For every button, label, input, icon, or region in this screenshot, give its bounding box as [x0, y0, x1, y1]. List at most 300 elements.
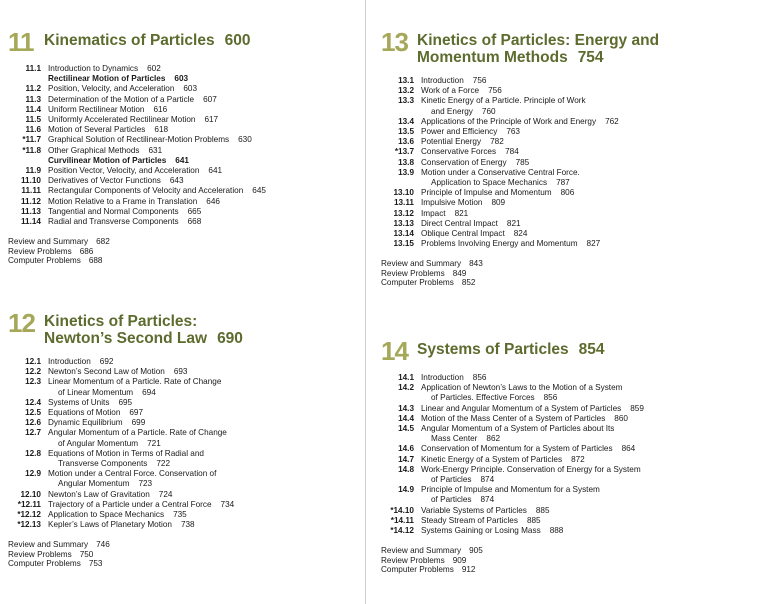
- section-title-line: [421, 178, 761, 188]
- end-matter-title: Computer Problems: [8, 559, 81, 569]
- section-title: [421, 404, 761, 414]
- section-number: 11.13: [20, 206, 41, 216]
- section-number: 11.12: [20, 196, 41, 206]
- section-title-text: Motion under a Conservative Central Force.: [421, 167, 580, 177]
- toc-entry[interactable]: [381, 127, 761, 137]
- section-title: [421, 96, 761, 116]
- section-number: 12.4: [25, 397, 41, 407]
- end-matter-page: 912: [461, 565, 476, 575]
- section-page: 821: [454, 208, 469, 218]
- toc-entry[interactable]: [381, 485, 761, 505]
- section-number: 11.10: [20, 176, 41, 186]
- section-page: 734: [220, 499, 235, 509]
- section-title-line: [48, 439, 360, 449]
- section-title-text: Mass Center: [431, 434, 478, 444]
- end-matter-item[interactable]: [381, 269, 761, 279]
- section-number: 13.3: [398, 96, 414, 106]
- subheading-title: Curvilinear Motion of Particles: [48, 155, 167, 165]
- toc-entry[interactable]: [381, 117, 761, 127]
- toc-entry[interactable]: [8, 105, 360, 115]
- section-title: [48, 398, 360, 408]
- section-page: 721: [147, 438, 161, 448]
- section-title: [48, 146, 360, 156]
- section-number: 11.14: [20, 217, 41, 227]
- section-title-text: Trajectory of a Particle under a Central Force: [48, 499, 212, 509]
- end-matter-page: 750: [79, 549, 94, 559]
- subheading-page: 641: [175, 155, 189, 165]
- section-number: 13.5: [398, 127, 414, 137]
- section-page: 856: [543, 393, 558, 403]
- toc-entry[interactable]: [381, 526, 761, 536]
- section-number: 11.2: [25, 84, 41, 94]
- chapter-title: [417, 339, 605, 358]
- section-title: [421, 424, 761, 444]
- end-matter-page: 905: [469, 546, 483, 556]
- section-title-line: [421, 239, 761, 249]
- toc-entry[interactable]: [381, 239, 761, 249]
- section-page: 618: [154, 125, 169, 135]
- subheading-title: Rectilinear Motion of Particles: [48, 74, 166, 84]
- end-matter-item[interactable]: [381, 278, 761, 288]
- section-title-text: Linear and Angular Momentum of a System of Particles: [421, 403, 622, 413]
- section-number: 14.6: [398, 444, 414, 454]
- section-title: [421, 229, 761, 239]
- toc-entry[interactable]: [381, 219, 761, 229]
- toc-entry[interactable]: [8, 176, 360, 186]
- section-title-line: [48, 500, 360, 510]
- section-title-line: [48, 398, 360, 408]
- end-matter-title: Review and Summary: [381, 259, 462, 269]
- section-title-line: [48, 449, 360, 459]
- chapter-title-text: Newton’s Second Law: [44, 330, 208, 347]
- section-title-text: Radial and Transverse Components: [48, 217, 179, 227]
- section-title-line: [48, 408, 360, 418]
- toc-entry[interactable]: [381, 158, 761, 168]
- section-number: 13.14: [393, 229, 414, 239]
- chapter-end-matter: [8, 540, 360, 569]
- toc-entry[interactable]: [8, 367, 360, 377]
- section-title-line: [421, 393, 761, 403]
- section-page: 856: [472, 373, 487, 382]
- section-title-line: [421, 219, 761, 229]
- section-page: 888: [549, 526, 564, 536]
- section-number: 12.7: [25, 428, 41, 438]
- section-title: [421, 127, 761, 137]
- toc-entry-list: [381, 373, 761, 536]
- section-title-line: [421, 506, 761, 516]
- section-number: 12.8: [25, 448, 41, 458]
- section-title-line: [421, 475, 761, 485]
- section-title-line: [421, 373, 761, 383]
- section-title-text: Motion of Several Particles: [48, 125, 146, 135]
- section-page: 603: [183, 84, 198, 94]
- section-number: 12.3: [25, 377, 41, 387]
- toc-entry[interactable]: [381, 373, 761, 383]
- section-title: [48, 418, 360, 428]
- section-title-text: Transverse Components: [58, 459, 148, 469]
- chapter-number: 12: [8, 308, 35, 338]
- section-number: 14.4: [398, 413, 414, 423]
- chapter-title-text: Kinetics of Particles:: [44, 313, 198, 330]
- end-matter-item[interactable]: [381, 546, 761, 556]
- toc-entry[interactable]: [381, 96, 761, 116]
- section-title: [48, 500, 360, 510]
- section-title-text: Systems Gaining or Losing Mass: [421, 526, 541, 536]
- toc-entry[interactable]: [8, 125, 360, 135]
- toc-entry[interactable]: [8, 207, 360, 217]
- section-page: 724: [158, 489, 173, 499]
- section-title-text: Angular Momentum: [58, 479, 130, 489]
- toc-entry[interactable]: [8, 418, 360, 428]
- toc-entry[interactable]: [381, 465, 761, 485]
- section-title-text: Introduction: [48, 357, 91, 366]
- toc-entry[interactable]: [8, 408, 360, 418]
- section-title-line: [421, 455, 761, 465]
- section-title: [48, 490, 360, 500]
- chapter-page-number: 754: [577, 49, 604, 66]
- section-title: [48, 64, 360, 74]
- section-title: [48, 95, 360, 105]
- section-title-text: Angular Momentum of a System of Particles about Its: [421, 424, 615, 434]
- section-page: 641: [208, 166, 223, 176]
- section-title-line: [421, 188, 761, 198]
- toc-entry[interactable]: [8, 115, 360, 125]
- section-page: 806: [560, 188, 575, 198]
- chapter-title-line: [417, 32, 659, 49]
- section-title-line: [48, 388, 360, 398]
- section-page: 694: [142, 387, 156, 397]
- section-page: 874: [480, 475, 495, 485]
- section-title-text: Newton’s Second Law of Motion: [48, 367, 165, 377]
- section-title-line: [48, 115, 360, 125]
- section-title-text: Angular Momentum of a Particle. Rate of Change: [48, 428, 227, 438]
- section-title-text: Motion of the Mass Center of a System of Particles: [421, 413, 606, 423]
- section-page: 668: [187, 217, 202, 227]
- section-title-text: Application of Newton’s Laws to the Motion of a System: [421, 383, 623, 393]
- end-matter-title: Review Problems: [8, 549, 72, 559]
- section-title: [421, 383, 761, 403]
- section-title: [48, 469, 360, 489]
- section-title: [48, 105, 360, 115]
- chapter-page-number: 600: [224, 32, 251, 49]
- chapter-title-line: [44, 313, 243, 330]
- section-title: [48, 408, 360, 418]
- chapter-title-line: [417, 341, 605, 358]
- toc-entry[interactable]: [8, 95, 360, 105]
- section-page: 695: [118, 397, 133, 407]
- toc-entry[interactable]: [381, 383, 761, 403]
- chapter-number: 11: [8, 27, 34, 57]
- section-number: 12.1: [25, 357, 41, 366]
- section-title-line: [421, 168, 761, 178]
- toc-entry[interactable]: [381, 147, 761, 157]
- section-title: [421, 219, 761, 229]
- section-title-text: Position Vector, Velocity, and Acceleration: [48, 166, 200, 176]
- toc-entry[interactable]: [8, 217, 360, 227]
- section-page: 723: [138, 479, 153, 489]
- section-title: [421, 485, 761, 505]
- section-title-line: [421, 444, 761, 454]
- toc-entry[interactable]: [381, 506, 761, 516]
- section-title-line: [48, 479, 360, 489]
- section-title-line: [48, 217, 360, 227]
- section-title-text: Impulsive Motion: [421, 198, 483, 208]
- section-title-line: [48, 357, 360, 367]
- chapter-end-matter: [381, 259, 761, 288]
- section-title: [421, 198, 761, 208]
- toc-entry[interactable]: [381, 404, 761, 414]
- section-title: [421, 137, 761, 147]
- toc-entry[interactable]: [381, 168, 761, 188]
- section-title: [48, 115, 360, 125]
- section-title-text: Conservation of Energy: [421, 157, 507, 167]
- toc-entry[interactable]: [8, 469, 360, 489]
- section-title: [48, 520, 360, 530]
- chapter-title-text: Momentum Methods: [417, 49, 568, 66]
- toc-entry[interactable]: [381, 424, 761, 444]
- section-page: 697: [129, 408, 144, 418]
- end-matter-item[interactable]: [381, 565, 761, 575]
- chapter-12: [8, 308, 360, 569]
- end-matter-item[interactable]: [8, 247, 360, 257]
- section-title-line: [421, 76, 761, 86]
- end-matter-item[interactable]: [8, 550, 360, 560]
- section-number: 12.6: [25, 418, 41, 428]
- section-title-line: [48, 510, 360, 520]
- section-title-text: Equations of Motion: [48, 408, 121, 418]
- section-title: [48, 84, 360, 94]
- section-title-text: Work of a Force: [421, 86, 480, 96]
- section-page: 864: [621, 444, 636, 454]
- section-title: [421, 158, 761, 168]
- end-matter-title: Review Problems: [8, 246, 72, 256]
- section-title-line: [421, 516, 761, 526]
- section-page: 760: [481, 106, 496, 116]
- section-number: 14.3: [398, 403, 414, 413]
- section-title-text: Application to Space Mechanics: [431, 178, 548, 188]
- section-title-text: Conservation of Momentum for a System of Particles: [421, 444, 613, 454]
- chapter-end-matter: [381, 546, 761, 575]
- section-title-text: Motion under a Central Force. Conservation of: [48, 469, 217, 479]
- section-title: [421, 465, 761, 485]
- section-title: [48, 357, 360, 367]
- end-matter-item[interactable]: [8, 237, 360, 247]
- toc-entry[interactable]: [381, 209, 761, 219]
- section-title: [421, 239, 761, 249]
- toc-entry[interactable]: [8, 135, 360, 145]
- end-matter-title: Review and Summary: [381, 546, 462, 556]
- section-title: [421, 373, 761, 383]
- section-title-line: [48, 469, 360, 479]
- section-page: 738: [180, 520, 195, 530]
- section-page: 756: [488, 86, 502, 96]
- section-page: 860: [614, 413, 628, 423]
- toc-entry[interactable]: [8, 428, 360, 448]
- section-title-line: [421, 209, 761, 219]
- section-title-line: [421, 424, 761, 434]
- end-matter-item[interactable]: [381, 259, 761, 269]
- section-title-text: Newton’s Law of Gravitation: [48, 489, 150, 499]
- end-matter-page: 849: [452, 268, 467, 278]
- toc-entry[interactable]: [8, 64, 360, 74]
- section-title-line: [421, 229, 761, 239]
- end-matter-item[interactable]: [8, 540, 360, 550]
- toc-entry[interactable]: [381, 76, 761, 86]
- section-title-text: and Energy: [431, 106, 473, 116]
- toc-entry[interactable]: [381, 516, 761, 526]
- section-title-text: Linear Momentum of a Particle. Rate of Change: [48, 377, 222, 387]
- section-title: [421, 86, 761, 96]
- section-title-text: Variable Systems of Particles: [421, 505, 527, 515]
- section-title-text: Introduction to Dynamics: [48, 64, 139, 73]
- section-title-line: [421, 96, 761, 106]
- toc-entry[interactable]: [8, 186, 360, 196]
- section-title-line: [421, 465, 761, 475]
- section-title-line: [421, 117, 761, 127]
- section-page: 616: [153, 104, 168, 114]
- chapter-number: 13: [381, 27, 408, 57]
- section-title-line: [421, 414, 761, 424]
- section-page: 602: [147, 64, 161, 73]
- section-title-text: Other Graphical Methods: [48, 145, 140, 155]
- toc-entry[interactable]: [381, 229, 761, 239]
- section-title: [421, 76, 761, 86]
- section-number: 13.13: [393, 218, 414, 228]
- section-page: 722: [156, 459, 171, 469]
- section-title: [48, 176, 360, 186]
- section-number: 13.15: [393, 239, 414, 249]
- end-matter-item[interactable]: [8, 256, 360, 266]
- end-matter-title: Review and Summary: [8, 540, 89, 550]
- section-title-text: of Particles: [431, 495, 472, 505]
- section-title-line: [421, 198, 761, 208]
- section-title-text: Tangential and Normal Components: [48, 206, 179, 216]
- section-title: [421, 117, 761, 127]
- section-number: *12.11: [17, 499, 41, 509]
- chapter-number: 14: [381, 336, 408, 366]
- section-title-line: [421, 107, 761, 117]
- toc-entry[interactable]: [381, 455, 761, 465]
- section-title-text: Position, Velocity, and Acceleration: [48, 84, 175, 94]
- section-number: 12.10: [20, 489, 41, 499]
- toc-entry[interactable]: [8, 520, 360, 530]
- section-title: [48, 166, 360, 176]
- toc-entry[interactable]: [8, 84, 360, 94]
- end-matter-page: 852: [461, 278, 476, 288]
- section-number: 11.5: [25, 115, 41, 125]
- toc-entry[interactable]: [8, 166, 360, 176]
- section-title: [421, 455, 761, 465]
- section-title-text: of Particles. Effective Forces: [431, 393, 535, 403]
- toc-entry[interactable]: [381, 86, 761, 96]
- toc-entry[interactable]: [381, 414, 761, 424]
- toc-entry[interactable]: [8, 146, 360, 156]
- toc-entry[interactable]: [8, 500, 360, 510]
- section-title-text: Impact: [421, 208, 446, 218]
- section-page: 630: [238, 135, 252, 145]
- section-page: 827: [586, 239, 601, 249]
- end-matter-page: 682: [96, 237, 110, 247]
- toc-entry-list: [8, 64, 360, 227]
- end-matter-title: Review Problems: [381, 555, 445, 565]
- section-number: 12.2: [25, 367, 41, 377]
- section-number: *12.12: [17, 510, 41, 520]
- section-number: 11.4: [25, 104, 41, 114]
- section-page: 824: [513, 229, 528, 239]
- end-matter-page: 686: [79, 246, 94, 256]
- toc-entry[interactable]: [8, 510, 360, 520]
- section-title: [48, 510, 360, 520]
- section-number: *12.13: [17, 520, 41, 530]
- section-page: 785: [515, 157, 530, 167]
- section-title-text: Introduction: [421, 76, 464, 85]
- section-number: 13.11: [393, 198, 414, 208]
- toc-entry[interactable]: [8, 377, 360, 397]
- chapter-title-line: [44, 330, 243, 347]
- section-number: 13.4: [398, 116, 414, 126]
- section-title: [421, 188, 761, 198]
- end-matter-item[interactable]: [381, 556, 761, 566]
- section-title: [421, 414, 761, 424]
- toc-entry[interactable]: [381, 198, 761, 208]
- toc-entry[interactable]: [8, 449, 360, 469]
- section-page: 809: [491, 198, 506, 208]
- toc-entry[interactable]: [8, 197, 360, 207]
- section-title-line: [48, 125, 360, 135]
- section-title-text: Uniformly Accelerated Rectilinear Motion: [48, 115, 196, 125]
- section-title-line: [421, 127, 761, 137]
- section-title-line: [48, 197, 360, 207]
- section-title-line: [421, 86, 761, 96]
- section-title: [421, 168, 761, 188]
- chapter-heading: [381, 27, 761, 66]
- end-matter-item[interactable]: [8, 559, 360, 569]
- section-number: 13.2: [398, 86, 414, 96]
- section-title-line: [48, 135, 360, 145]
- end-matter-page: 843: [469, 259, 483, 269]
- section-title-text: Application to Space Mechanics: [48, 510, 165, 520]
- section-title-line: [48, 95, 360, 105]
- section-title-line: [48, 176, 360, 186]
- section-title-line: [421, 485, 761, 495]
- toc-subheading[interactable]: [8, 74, 360, 84]
- toc-entry[interactable]: [8, 490, 360, 500]
- chapter-title: [417, 30, 659, 66]
- section-title-text: of Angular Momentum: [58, 438, 139, 448]
- section-title-line: [48, 207, 360, 217]
- section-number: 13.12: [393, 208, 414, 218]
- section-number: *14.10: [390, 505, 414, 515]
- section-page: 646: [206, 196, 220, 206]
- section-page: 874: [480, 495, 495, 505]
- toc-entry[interactable]: [381, 137, 761, 147]
- toc-entry[interactable]: [381, 444, 761, 454]
- section-title-text: Introduction: [421, 373, 464, 382]
- section-page: 762: [605, 116, 619, 126]
- end-matter-page: 688: [88, 256, 103, 266]
- section-number: 14.5: [398, 424, 414, 434]
- toc-entry[interactable]: [8, 398, 360, 408]
- section-number: 14.8: [398, 464, 414, 474]
- section-title: [48, 125, 360, 135]
- toc-entry[interactable]: [381, 188, 761, 198]
- section-title-text: Graphical Solution of Rectilinear-Motion Problems: [48, 135, 230, 145]
- section-title-text: Oblique Central Impact: [421, 229, 505, 239]
- section-title-text: Kepler’s Laws of Planetary Motion: [48, 520, 172, 530]
- section-title-text: Principle of Impulse and Momentum for a System: [421, 485, 600, 495]
- toc-subheading[interactable]: [8, 156, 360, 166]
- toc-entry[interactable]: [8, 357, 360, 367]
